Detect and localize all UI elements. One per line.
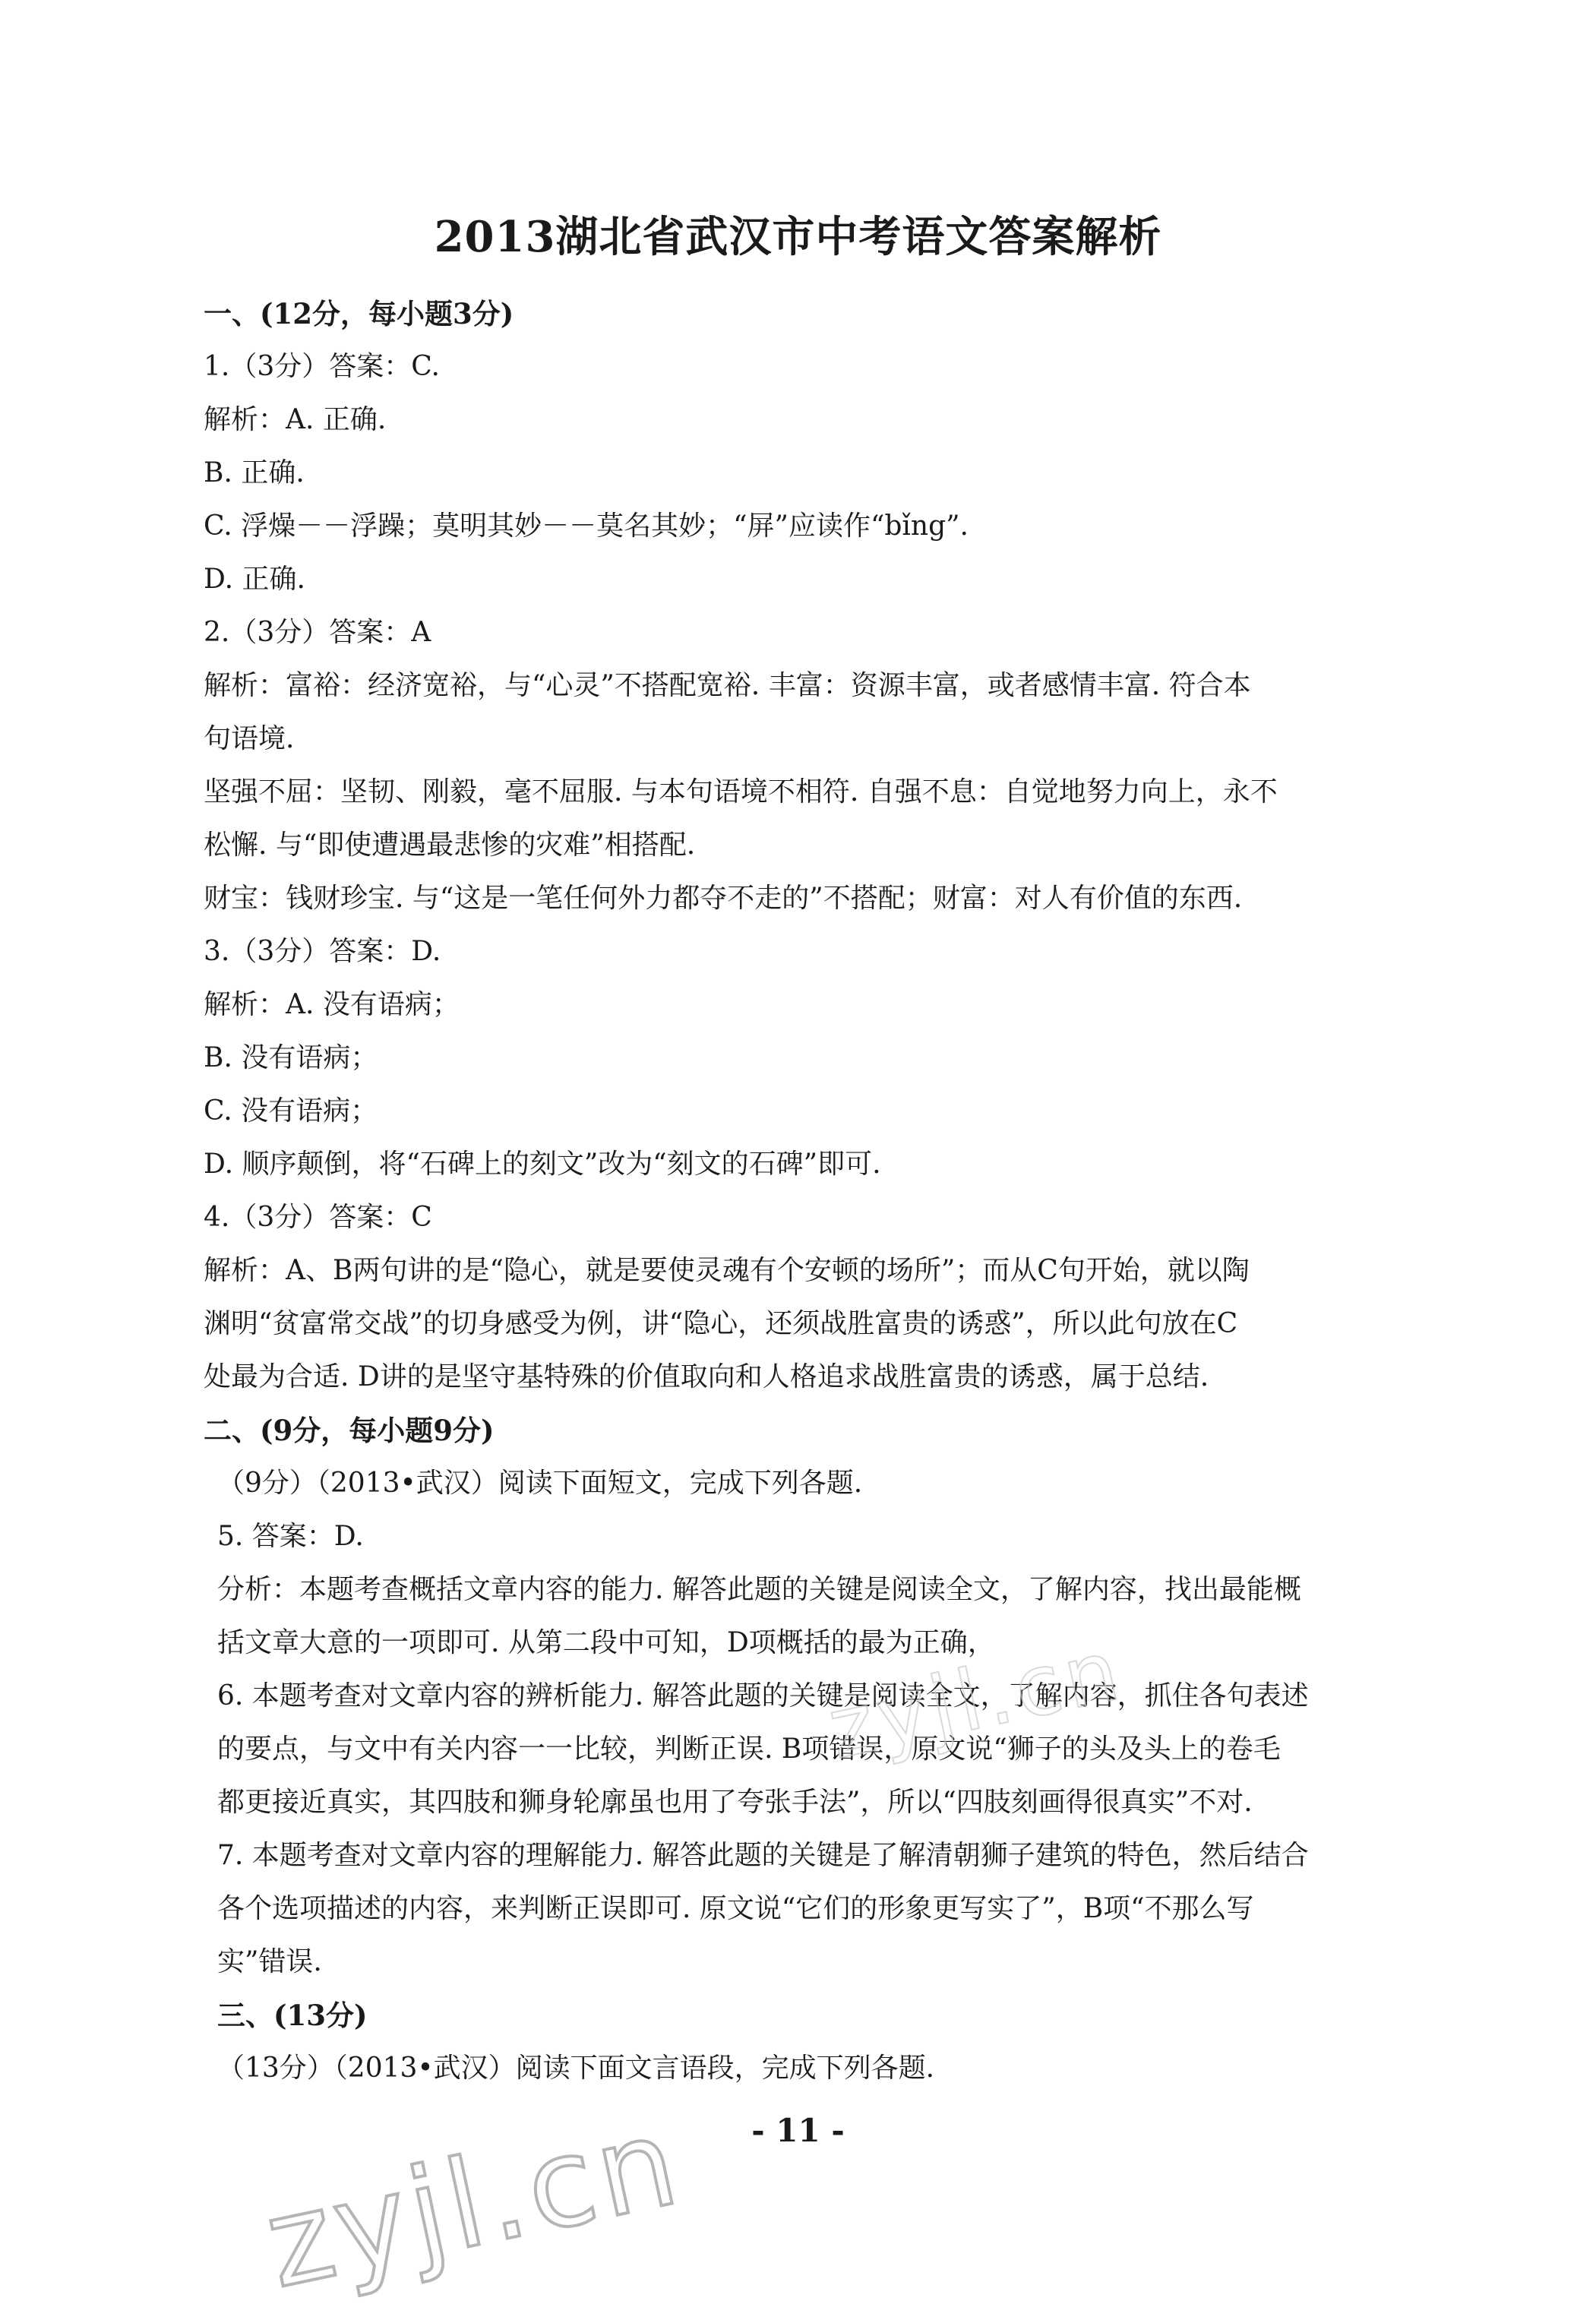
text-line: 坚强不屈：坚韧、刚毅，毫不屈服. 与本句语境不相符. 自强不息：自觉地努力向上，永不	[204, 776, 1278, 808]
text-line: 松懈. 与“即使遭遇最悲惨的灾难”相搭配.	[204, 830, 696, 861]
text-line: 4.（3分）答案：C	[204, 1202, 432, 1233]
text-line: C. 浮燥－－浮躁；莫明其妙－－莫名其妙；“屏”应读作“bǐng”.	[204, 510, 969, 542]
text-line: 括文章大意的一项即可. 从第二段中可知，D项概括的最为正确，	[217, 1627, 995, 1658]
text-line: 都更接近真实，其四肢和狮身轮廓虽也用了夸张手法”，所以“四肢刻画得很真实”不对.	[217, 1787, 1253, 1818]
text-line: 3.（3分）答案：D.	[204, 936, 441, 967]
text-line: 7. 本题考查对文章内容的理解能力. 解答此题的关键是了解清朝狮子建筑的特色，然后结合	[217, 1840, 1309, 1871]
text-line: 5. 答案：D.	[217, 1521, 364, 1552]
text-line: 的要点，与文中有关内容一一比较，判断正误. B项错误，原文说“狮子的头及头上的卷毛	[217, 1734, 1281, 1765]
text-line: 解析：A. 没有语病；	[204, 989, 460, 1020]
text-line: 实”错误.	[217, 1946, 322, 1977]
text-line: B. 正确.	[204, 457, 305, 488]
text-line: 处最为合适. D讲的是坚守基特殊的价值取向和人格追求战胜富贵的诱惑，属于总结.	[204, 1361, 1209, 1392]
text-line: 解析：A、B两句讲的是“隐心，就是要使灵魂有个安顿的场所”；而从C句开始，就以陶	[204, 1255, 1250, 1286]
page-number: - 11 -	[751, 2112, 845, 2149]
text-line: 句语境.	[204, 723, 295, 754]
text-line: 1.（3分）答案：C.	[204, 351, 440, 382]
text-line: （13分）（2013•武汉）阅读下面文言语段，完成下列各题.	[217, 2053, 935, 2084]
text-line: C. 没有语病；	[204, 1095, 378, 1127]
text-line: 分析：本题考查概括文章内容的能力. 解答此题的关键是阅读全文，了解内容，找出最能概	[217, 1574, 1301, 1605]
text-line: 解析：富裕：经济宽裕，与“心灵”不搭配宽裕. 丰富：资源丰富，或者感情丰富. 符合本	[204, 670, 1251, 701]
text-line: 解析：A. 正确.	[204, 404, 387, 435]
watermark-logo: zyjl.cn	[820, 1620, 1132, 1778]
text-line: D. 正确.	[204, 564, 305, 595]
section-heading-3: 三、(13分)	[217, 1999, 368, 2032]
text-line: 2.（3分）答案：A	[204, 617, 431, 648]
section-heading-1: 一、(12分，每小题3分)	[204, 297, 514, 330]
text-line: （9分）（2013•武汉）阅读下面短文，完成下列各题.	[217, 1468, 863, 1499]
text-line: D. 顺序颠倒，将“石碑上的刻文”改为“刻文的石碑”即可.	[204, 1149, 881, 1180]
text-line: 财宝：钱财珍宝. 与“这是一笔任何外力都夺不走的”不搭配；财富：对人有价值的东西.	[204, 883, 1243, 914]
answer-content	[204, 287, 1389, 2095]
text-line: 6. 本题考查对文章内容的辨析能力. 解答此题的关键是阅读全文，了解内容，抓住各句表述	[217, 1680, 1309, 1711]
text-line: 各个选项描述的内容，来判断正误即可. 原文说“它们的形象更写实了”，B项“不那么写	[217, 1893, 1254, 1924]
text-line: B. 没有语病；	[204, 1042, 378, 1073]
section-heading-2: 二、(9分，每小题9分)	[204, 1414, 495, 1447]
page-title: 2013湖北省武汉市中考语文答案解析	[434, 212, 1162, 262]
text-line: 渊明“贫富常交战”的切身感受为例，讲“隐心，还须战胜富贵的诱惑”，所以此句放在C	[204, 1308, 1238, 1339]
watermark-logo: zyjl.cn	[254, 2089, 693, 2315]
